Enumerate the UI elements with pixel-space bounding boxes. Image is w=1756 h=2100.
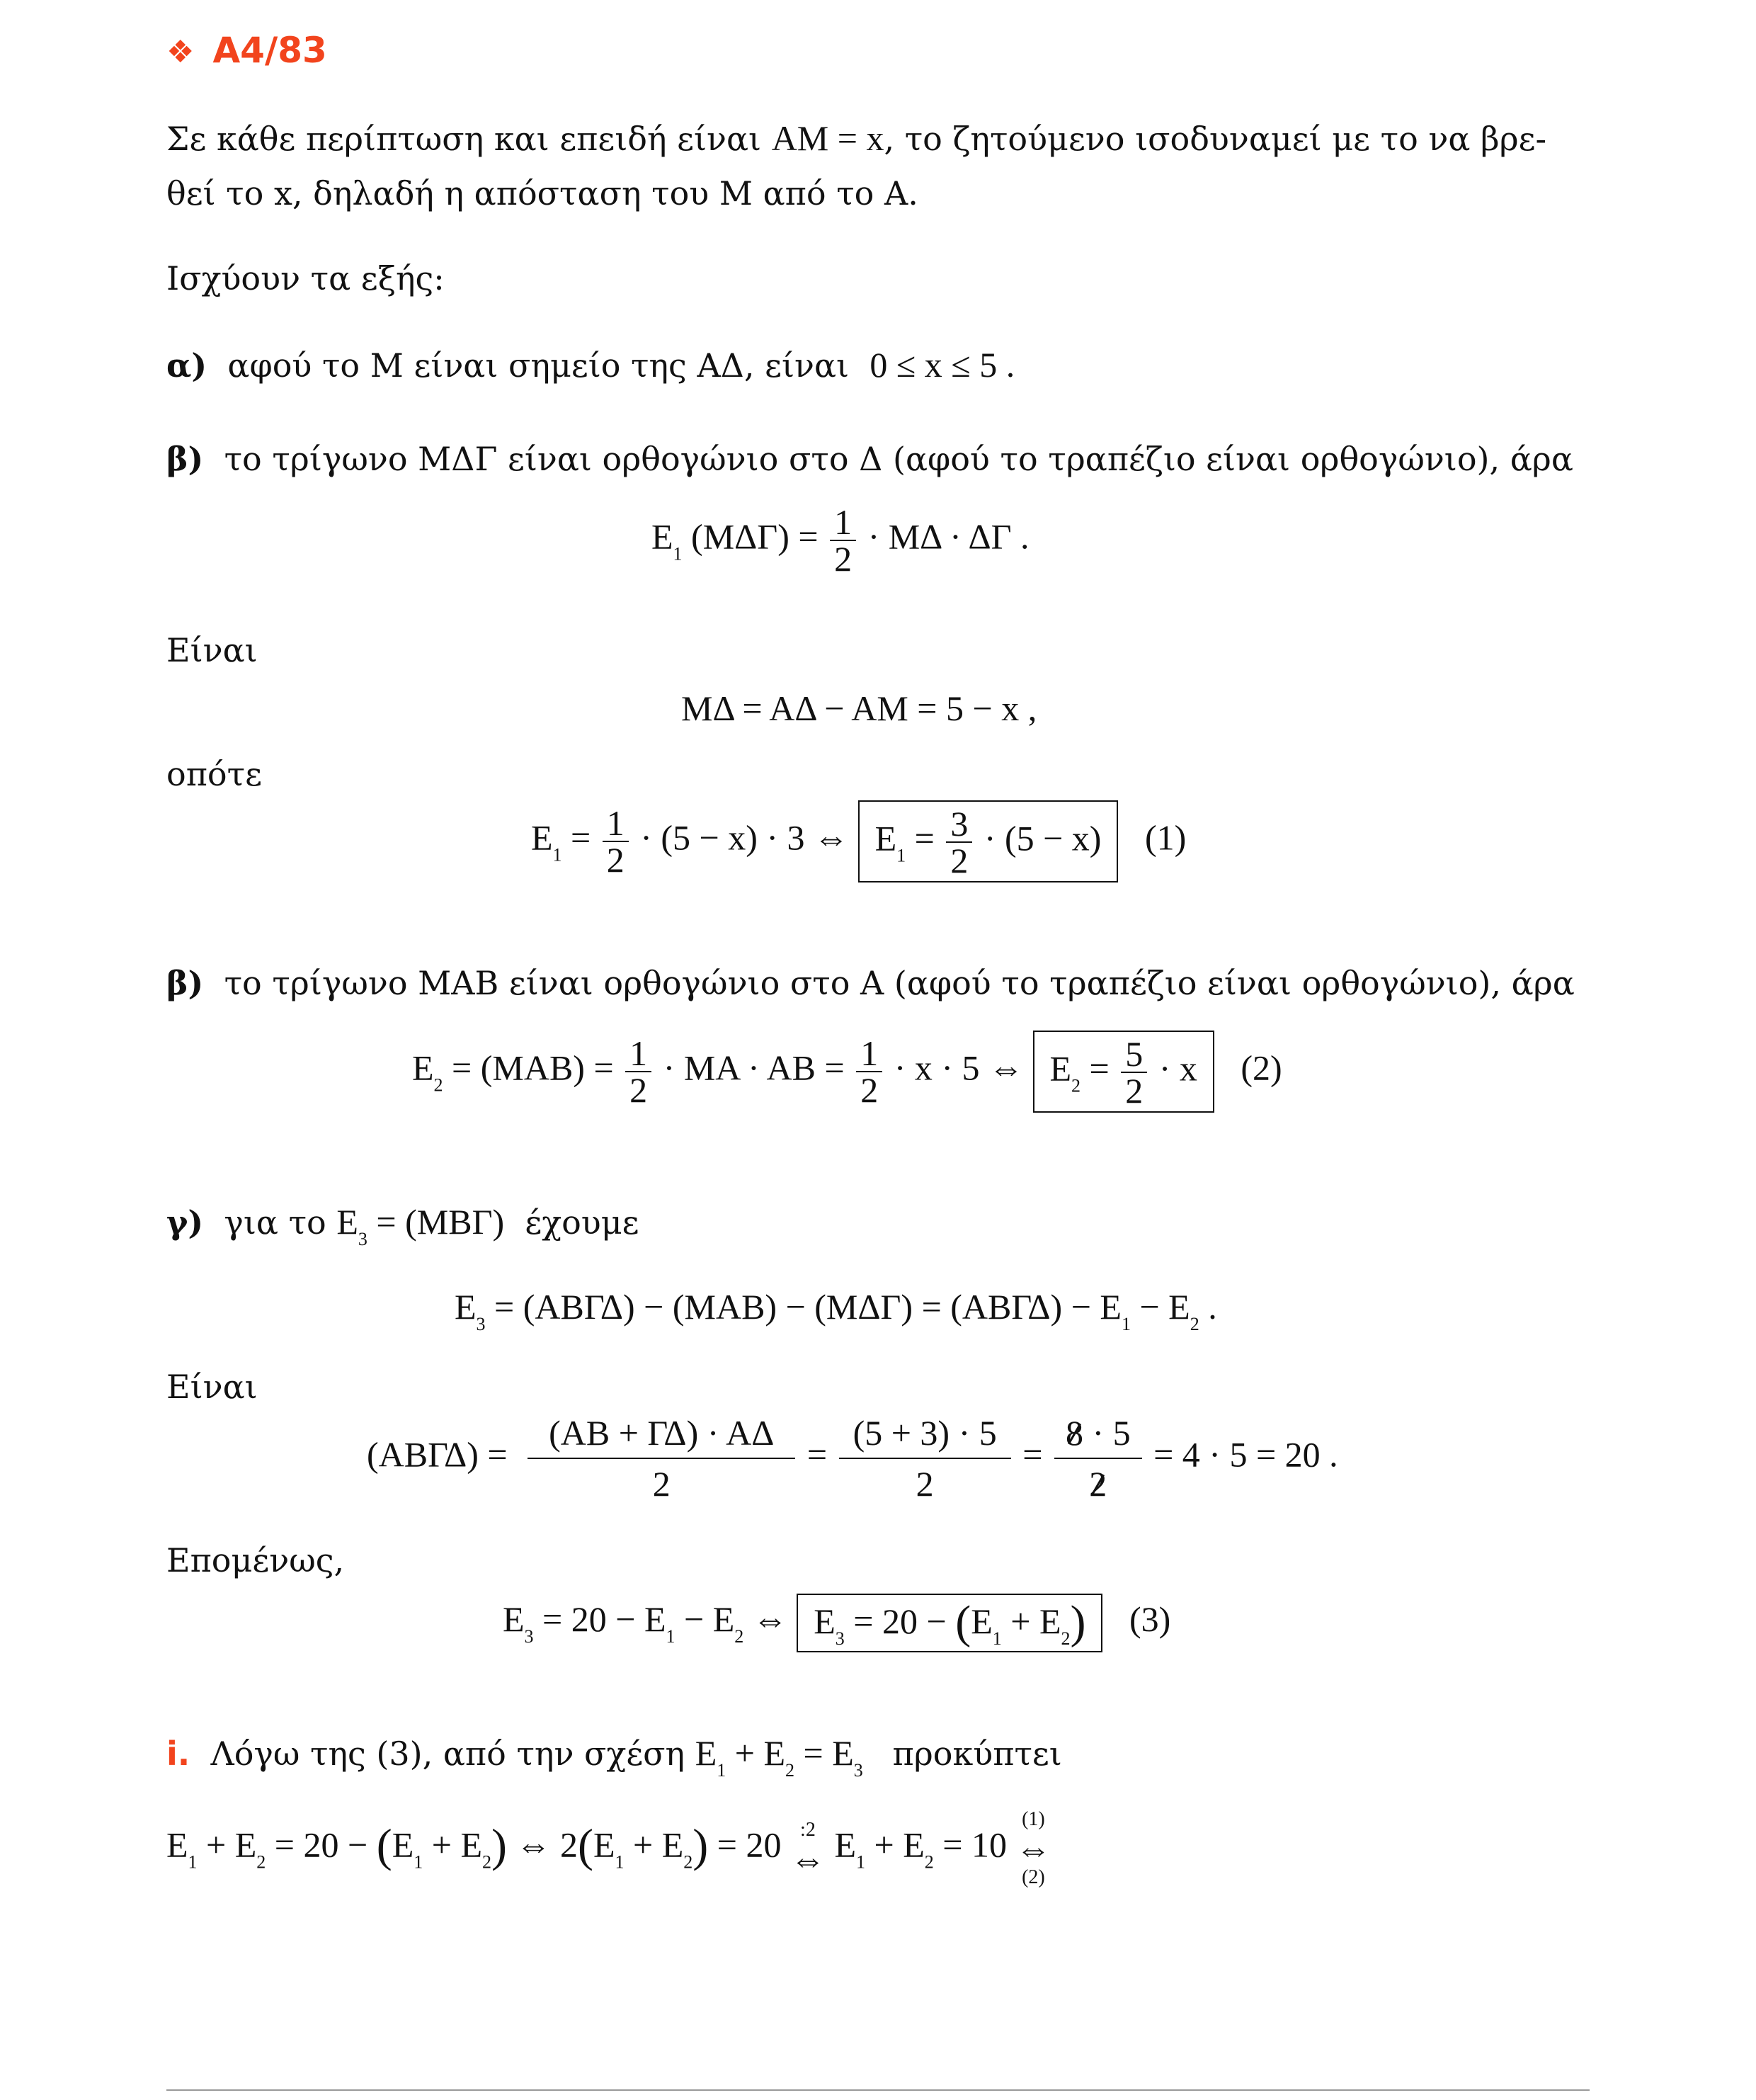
boxed-result-1: $E_1$ = $\frac{3}{2}$ · (5 − x)	[858, 800, 1119, 882]
label-a: α)	[166, 346, 207, 385]
epomenos: Επομένως,	[166, 1541, 345, 1579]
divide-by-2-note: :2	[800, 1819, 816, 1841]
einai-1: Είναι	[166, 631, 258, 669]
label-b2: β)	[166, 964, 204, 1002]
equation-e3-result: $E_3 = 20 - E_1 - E_2$ ⇔ $E_3 = 20 - (E_1 + E_2)$ (3)	[503, 1594, 1170, 1652]
equation-final-chain: $E_1 + E_2 = 20 - (E_1 + E_2)$ ⇔ $2(E_1 + E_2) = 20$ :2 ⇔ $E_1 + E_2 = 10$ (1) ⇔ (2)	[166, 1808, 1051, 1888]
ref-2-note: (2)	[1022, 1866, 1045, 1888]
holds-text: Ισχύουν τα εξής:	[166, 259, 445, 297]
ref-1-note: (1)	[1022, 1808, 1045, 1830]
equation-number-3: (3)	[1129, 1599, 1171, 1639]
part-b1-text: β) το τρίγωνο ΜΔΓ είναι ορθογώνιο στο Δ (αφού το τραπέζιο είναι ορθογώνιο), άρα	[166, 440, 1573, 478]
equation-md: ΜΔ = ΑΔ − ΑΜ = 5 − x ,	[681, 688, 1037, 728]
cancelled-8: 8	[1065, 1413, 1083, 1453]
cancelled-2: 2	[1089, 1464, 1107, 1504]
equation-number-1: (1)	[1144, 817, 1187, 858]
equation-number-2: (2)	[1241, 1048, 1282, 1088]
intro-line-2: θεί το x, δηλαδή η απόσταση του Μ από το Α.	[166, 174, 918, 212]
footer-divider	[166, 2089, 1590, 2091]
part-b2-text: β) το τρίγωνο ΜΑΒ είναι ορθογώνιο στο Α (αφού το τραπέζιο είναι ορθογώνιο), άρα	[166, 964, 1575, 1002]
label-c: γ)	[166, 1203, 204, 1242]
equation-trapezoid-area: (ΑΒΓΔ) = $\frac{(AB + \Gamma\Delta) \cdot A\Delta}{2}$ = $\frac{(5 + 3) \cdot 5}{2}$ = $\frac{8 \cdot 5}{2}$ = 4 · 5 = 20 .	[367, 1413, 1338, 1504]
part-c-text: γ) για το $E_3 = (MB\Gamma)$ έχουμε	[166, 1202, 639, 1249]
section-title: Α4/83	[212, 30, 327, 71]
equation-e1-def: $E_1$ (ΜΔΓ) = $\frac{1}{2}$ · ΜΔ · ΔΓ .	[651, 502, 1030, 579]
part-i-text: i. Λόγω της (3), από την σχέση $E_1 + E_2 = E_3$ προκύπτει	[166, 1733, 1062, 1781]
part-a: α) αφού το Μ είναι σημείο της ΑΔ, είναι 0 ≤ x ≤ 5 .	[166, 345, 1015, 385]
boxed-result-2: $E_2$ = $\frac{5}{2}$ · x	[1033, 1031, 1214, 1113]
section-header	[166, 30, 327, 71]
boxed-result-3: $E_3 = 20 - (E_1 + E_2)$	[797, 1594, 1102, 1652]
diamond-bullet-icon: ❖	[166, 34, 195, 70]
equation-e1-result: $E_1$ = $\frac{1}{2}$ · (5 − x) · 3 ⇔ $E_1$ = $\frac{3}{2}$ · (5 − x) (1)	[531, 800, 1186, 882]
label-b1: β)	[166, 440, 204, 478]
equation-e3-def: $E_3 = (AB\Gamma\Delta) - (MAB) - (M\Delta\Gamma) = (AB\Gamma\Delta) - E_1 - E_2$ .	[455, 1287, 1217, 1334]
intro-line-1: Σε κάθε περίπτωση και επειδή είναι ΑΜ = x, το ζητούμενο ισοδυναμεί με το να βρε-	[166, 118, 1547, 158]
opote: οπότε	[166, 755, 262, 793]
einai-2: Είναι	[166, 1368, 258, 1406]
equation-e2: $E_2 = (MAB)$ = $\frac{1}{2}$ · ΜΑ · ΑΒ = $\frac{1}{2}$ · x · 5 ⇔ $E_2$ = $\frac{5}{2}$ · x (2)	[412, 1031, 1282, 1113]
label-i: i.	[166, 1735, 190, 1773]
